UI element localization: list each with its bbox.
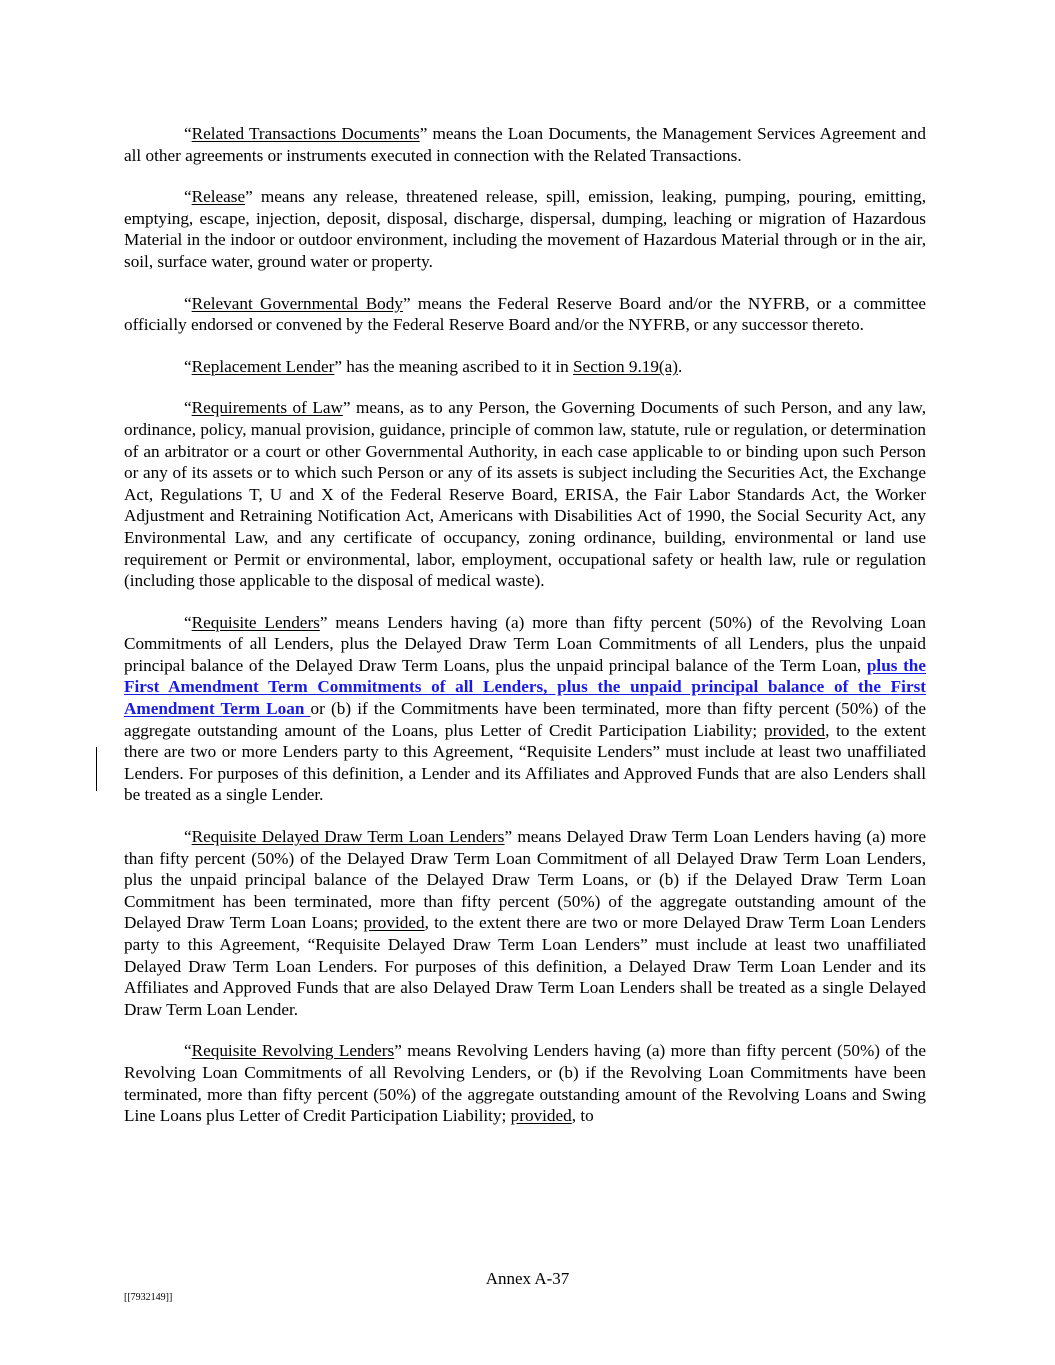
definition-text: has the meaning ascribed to it in bbox=[341, 356, 573, 376]
defined-term: Release bbox=[191, 187, 246, 207]
document-body bbox=[124, 123, 926, 1147]
definition-text: means any release, threatened release, spill, emission, leaking, pumping, pouring, emitting, emptying, escape, injection, deposit, disposal, discharge, dispersal, dumping, leaching or migration of Hazardous Material in the indoor or outdoor environment, including the movement of Hazardous Material through or in the air, soil, surface water, ground water or property. bbox=[124, 187, 926, 271]
definition-paragraph: “Requisite Revolving Lenders” means Revolving Lenders having (a) more than fifty percent (50%) of the Revolving Loan Commitments of all Revolving Lenders, or (b) if the Revolving Loan Commitments have been terminated, more than fifty percent (50%) of the aggregate outstanding amount of the Revolving Loans and Swing Line Loans plus Letter of Credit Participation Liability; provided, to bbox=[124, 1041, 926, 1126]
underlined-text: provided bbox=[763, 720, 826, 740]
definition-text: , to bbox=[571, 1106, 594, 1126]
definition-paragraph: “Requisite Lenders” means Lenders having (a) more than fifty percent (50%) of the Revolving Loan Commitments of all Lenders, plus the Delayed Draw Term Loan Commitments of all Lenders, plus the unpaid principal balance of the Delayed Draw Term Loans, plus the unpaid principal balance of the Term Loan, plus the First Amendment Term Commitments of all Lenders, plus the unpaid principal balance of the First Amendment Term Loan or (b) if the Commitments have been terminated, more than fifty percent (50%) of the aggregate outstanding amount of the Loans, plus Letter of Credit Participation Liability; provided, to the extent there are two or more Lenders party to this Agreement, “Requisite Lenders” must include at least two unaffiliated Lenders. For purposes of this definition, a Lender and its Affiliates and Approved Funds that are also Lenders shall be treated as a single Lender. bbox=[124, 612, 926, 805]
definition-text: , to the extent there are two or more Delayed Draw Term Loan Lenders party to this Agreement, “Requisite Delayed Draw Term Loan Lenders” must include at least two unaffiliated Delayed Draw Term Loan Lenders. For purposes of this definition, a Delayed Draw Term Loan Lender and its Affiliates and Approved Funds that are also Delayed Draw Term Loan Lenders shall be treated as a single Delayed Draw Term Loan Lender. bbox=[124, 913, 926, 1019]
definition-text: means the Loan Documents, the Management Services Agreement and all other agreements or instruments executed in connection with the Related Transactions. bbox=[124, 124, 926, 165]
definition-text: means, as to any Person, the Governing Documents of such Person, and any law, ordinance, policy, manual provision, guidance, principle of common law, statute, rule or regulation, or determination of an arbitrator or a court or other Governmental Authority, in each case applicable to or binding upon such Person or any of its assets or to which such Person or any of its assets is subject including the Securities Act, the Exchange Act, Regulations T, U and X of the Federal Reserve Board, ERISA, the Fair Labor Standards Act, the Worker Adjustment and Retraining Notification Act, Americans with Disabilities Act of 1990, the Social Security Act, any Environmental Law, and any certificate of occupancy, zoning ordinance, building, environmental or land use requirement or Permit or environmental, labor, employment, occupational safety or health law, rule or regulation (including those applicable to the disposal of medical waste). bbox=[124, 398, 927, 591]
definitions-list bbox=[124, 123, 926, 1127]
definition-text: means the Federal Reserve Board and/or the NYFRB, or a committee officially endorsed or convened by the Federal Reserve Board and/or the NYFRB, or any successor thereto. bbox=[124, 293, 926, 335]
revision-change-bar bbox=[96, 747, 97, 791]
definition-text: means Revolving Lenders having (a) more than fifty percent (50%) of the Revolving Loan Commitments of all Revolving Lenders, or (b) if the Revolving Loan Commitments have been terminated, more than fifty percent (50%) of the aggregate outstanding amount of the Revolving Loans and Swing Line Loans plus Letter of Credit Participation Liability; bbox=[124, 1041, 926, 1126]
page-number: Annex A-37 bbox=[485, 1269, 570, 1288]
definition-paragraph: “Related Transactions Documents” means the Loan Documents, the Management Services Agreement and all other agreements or instruments executed in connection with the Related Transactions. bbox=[124, 124, 926, 165]
defined-term: Replacement Lender bbox=[191, 356, 335, 376]
amendment-insertion: plus the First Amendment Term Commitments of all Lenders, plus the unpaid principal balance of the First Amendment Term Loan bbox=[124, 655, 926, 719]
underlined-text: provided bbox=[510, 1106, 572, 1126]
definition-paragraph: “Release” means any release, threatened release, spill, emission, leaking, pumping, pouring, emitting, emptying, escape, injection, deposit, disposal, discharge, dispersal, dumping, leaching or migration of Hazardous Material in the indoor or outdoor environment, including the movement of Hazardous Material through or in the air, soil, surface water, ground water or property. bbox=[124, 187, 926, 271]
definition-paragraph: “Relevant Governmental Body” means the Federal Reserve Board and/or the NYFRB, or a committee officially endorsed or convened by the Federal Reserve Board and/or the NYFRB, or any successor thereto. bbox=[124, 293, 926, 335]
definition-text: means Delayed Draw Term Loan Lenders having (a) more than fifty percent (50%) of the Delayed Draw Term Loan Commitment of all Delayed Draw Term Loan Lenders, plus the unpaid principal balance of the Delayed Draw Term Loans, or (b) if the Delayed Draw Term Loan Commitment has been terminated, more than fifty percent (50%) of the aggregate outstanding amount of the Delayed Draw Term Loan Loans; bbox=[124, 827, 926, 933]
definition-paragraph: “Replacement Lender” has the meaning ascribed to it in Section 9.19(a). bbox=[184, 356, 683, 376]
underlined-text: provided bbox=[363, 913, 425, 933]
underlined-text: Section 9.19(a) bbox=[573, 356, 679, 376]
defined-term: Requisite Delayed Draw Term Loan Lenders bbox=[191, 827, 505, 847]
defined-term: Requirements of Law bbox=[191, 398, 343, 418]
definition-paragraph: “Requirements of Law” means, as to any Person, the Governing Documents of such Person, and any law, ordinance, policy, manual provision, guidance, principle of common law, statute, rule or regulation, or determination of an arbitrator or a court or other Governmental Authority, in each case applicable to or binding upon such Person or any of its assets or to which such Person or any of its assets is subject including the Securities Act, the Exchange Act, Regulations T, U and X of the Federal Reserve Board, ERISA, the Fair Labor Standards Act, the Worker Adjustment and Retraining Notification Act, Americans with Disabilities Act of 1990, the Social Security Act, any Environmental Law, and any certificate of occupancy, zoning ordinance, building, environmental or land use requirement or Permit or environmental, labor, employment, occupational safety or health law, rule or regulation (including those applicable to the disposal of medical waste). bbox=[124, 398, 927, 591]
defined-term: Requisite Lenders bbox=[191, 612, 320, 632]
definition-text: . bbox=[678, 356, 683, 376]
defined-term: Relevant Governmental Body bbox=[191, 293, 403, 313]
document-id: [[7932149]] bbox=[124, 1292, 173, 1303]
definition-text: or (b) if the Commitments have been terminated, more than fifty percent (50%) of the aggregate outstanding amount of the Loans, plus Letter of Credit Participation Liability; bbox=[124, 699, 926, 740]
defined-term: Requisite Revolving Lenders bbox=[191, 1041, 395, 1061]
defined-term: Related Transactions Documents bbox=[191, 124, 420, 143]
definition-text: means Lenders having (a) more than fifty percent (50%) of the Revolving Loan Commitments of all Lenders, plus the Delayed Draw Term Loan Commitments of all Lenders, plus the unpaid principal balance of the Delayed Draw Term Loans, plus the unpaid principal balance of the Term Loan, bbox=[124, 612, 926, 675]
definition-paragraph: “Requisite Delayed Draw Term Loan Lenders” means Delayed Draw Term Loan Lenders having (a) more than fifty percent (50%) of the Delayed Draw Term Loan Commitment of all Delayed Draw Term Loan Lenders, plus the unpaid principal balance of the Delayed Draw Term Loans, or (b) if the Delayed Draw Term Loan Commitment has been terminated, more than fifty percent (50%) of the aggregate outstanding amount of the Delayed Draw Term Loan Loans; provided, to the extent there are two or more Delayed Draw Term Loan Lenders party to this Agreement, “Requisite Delayed Draw Term Loan Lenders” must include at least two unaffiliated Delayed Draw Term Loan Lenders. For purposes of this definition, a Delayed Draw Term Loan Lender and its Affiliates and Approved Funds that are also Delayed Draw Term Loan Lenders shall be treated as a single Delayed Draw Term Loan Lender. bbox=[124, 827, 926, 1019]
definition-text: , to the extent there are two or more Lenders party to this Agreement, “Requisite Lenders” must include at least two unaffiliated Lenders. For purposes of this definition, a Lender and its Affiliates and Approved Funds that are also Lenders shall be treated as a single Lender. bbox=[124, 720, 926, 805]
